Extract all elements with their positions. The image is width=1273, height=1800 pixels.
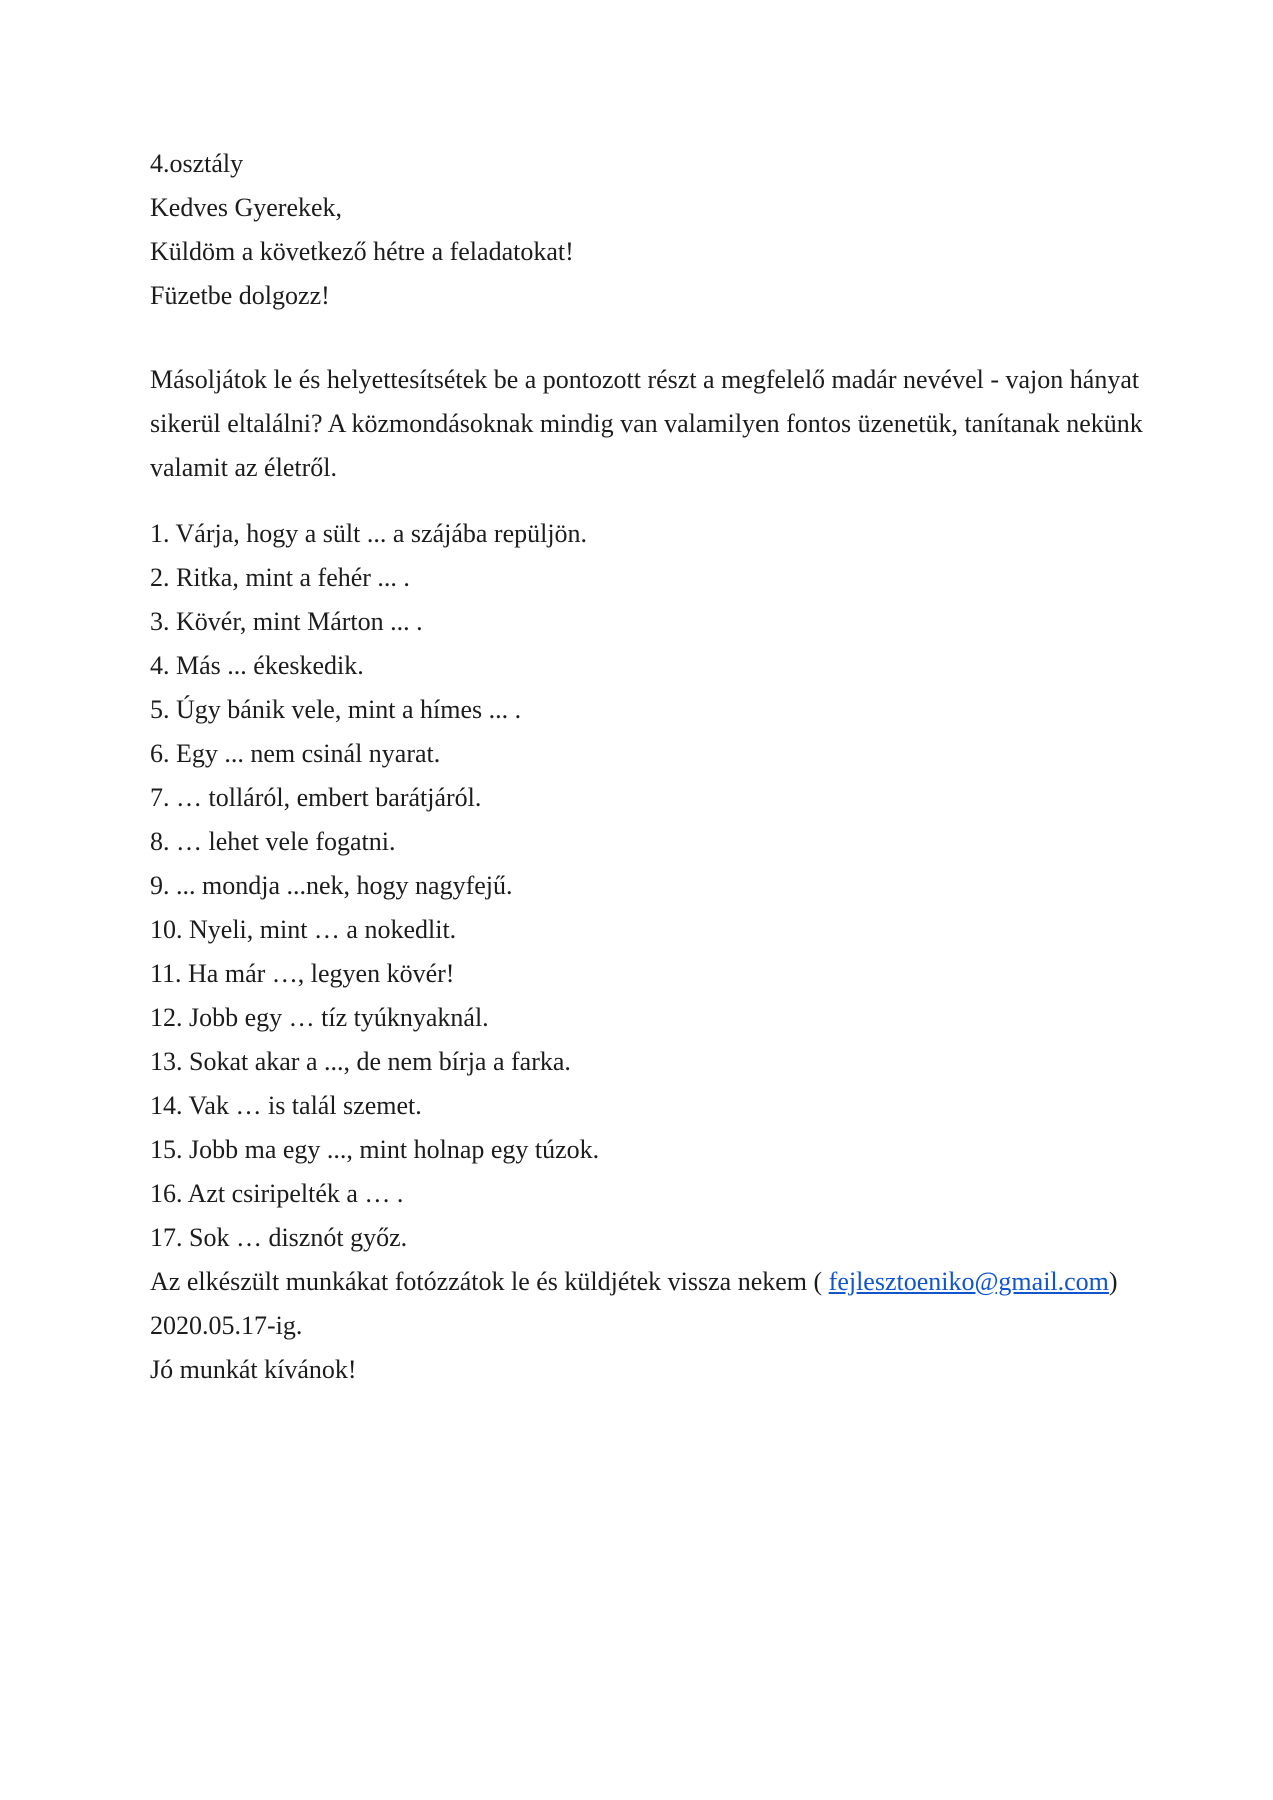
task-item: 8. … lehet vele fogatni. xyxy=(150,827,396,856)
submission-instruction-text: Az elkészült munkákat fotózzátok le és küldjétek vissza nekem ( xyxy=(150,1267,829,1296)
teacher-email-link[interactable]: fejlesztoeniko@gmail.com xyxy=(828,1267,1109,1296)
task-item: 9. ... mondja ...nek, hogy nagyfejű. xyxy=(150,871,513,900)
instructions-line: sikerül eltalálni? A közmondásoknak mindig van valamilyen fontos üzenetük, tanítanak nekünk xyxy=(150,409,1143,438)
signoff-line: Jó munkát kívánok! xyxy=(150,1355,357,1384)
task-item: 11. Ha már …, legyen kövér! xyxy=(150,959,455,988)
task-item: 10. Nyeli, mint … a nokedlit. xyxy=(150,915,457,944)
task-item: 13. Sokat akar a ..., de nem bírja a farka. xyxy=(150,1047,571,1076)
task-item: 1. Várja, hogy a sült ... a szájába repüljön. xyxy=(150,519,588,548)
instructions-line: valamit az életről. xyxy=(150,453,337,482)
submission-instruction-line xyxy=(150,1260,1153,1304)
greeting-line: Kedves Gyerekek, xyxy=(150,193,343,222)
closing-block xyxy=(150,1260,1153,1392)
task-item: 14. Vak … is talál szemet. xyxy=(150,1091,422,1120)
task-item: 12. Jobb egy … tíz tyúknyaknál. xyxy=(150,1003,489,1032)
task-item: 7. … tolláról, embert barátjáról. xyxy=(150,783,482,812)
task-item: 2. Ritka, mint a fehér ... . xyxy=(150,563,410,592)
task-item: 15. Jobb ma egy ..., mint holnap egy túzok. xyxy=(150,1135,600,1164)
task-item: 6. Egy ... nem csinál nyarat. xyxy=(150,739,441,768)
task-item: 5. Úgy bánik vele, mint a hímes ... . xyxy=(150,695,522,724)
task-instructions-paragraph xyxy=(150,358,1153,490)
closing-paren: ) xyxy=(1108,1267,1118,1296)
task-item: 16. Azt csiripelték a … . xyxy=(150,1179,404,1208)
instructions-line: Másoljátok le és helyettesítsétek be a pontozott részt a megfelelő madár nevével - vajon hányat xyxy=(150,365,1140,394)
task-item: 4. Más ... ékeskedik. xyxy=(150,651,364,680)
letter-header xyxy=(150,142,1153,318)
notebook-instruction: Füzetbe dolgozz! xyxy=(150,281,330,310)
task-item: 17. Sok … disznót győz. xyxy=(150,1223,408,1252)
deadline-line: 2020.05.17-ig. xyxy=(150,1311,303,1340)
task-item: 3. Kövér, mint Márton ... . xyxy=(150,607,423,636)
class-title: 4.osztály xyxy=(150,149,244,178)
assignment-announcement: Küldöm a következő hétre a feladatokat! xyxy=(150,237,574,266)
proverb-task-list xyxy=(150,512,1153,1260)
